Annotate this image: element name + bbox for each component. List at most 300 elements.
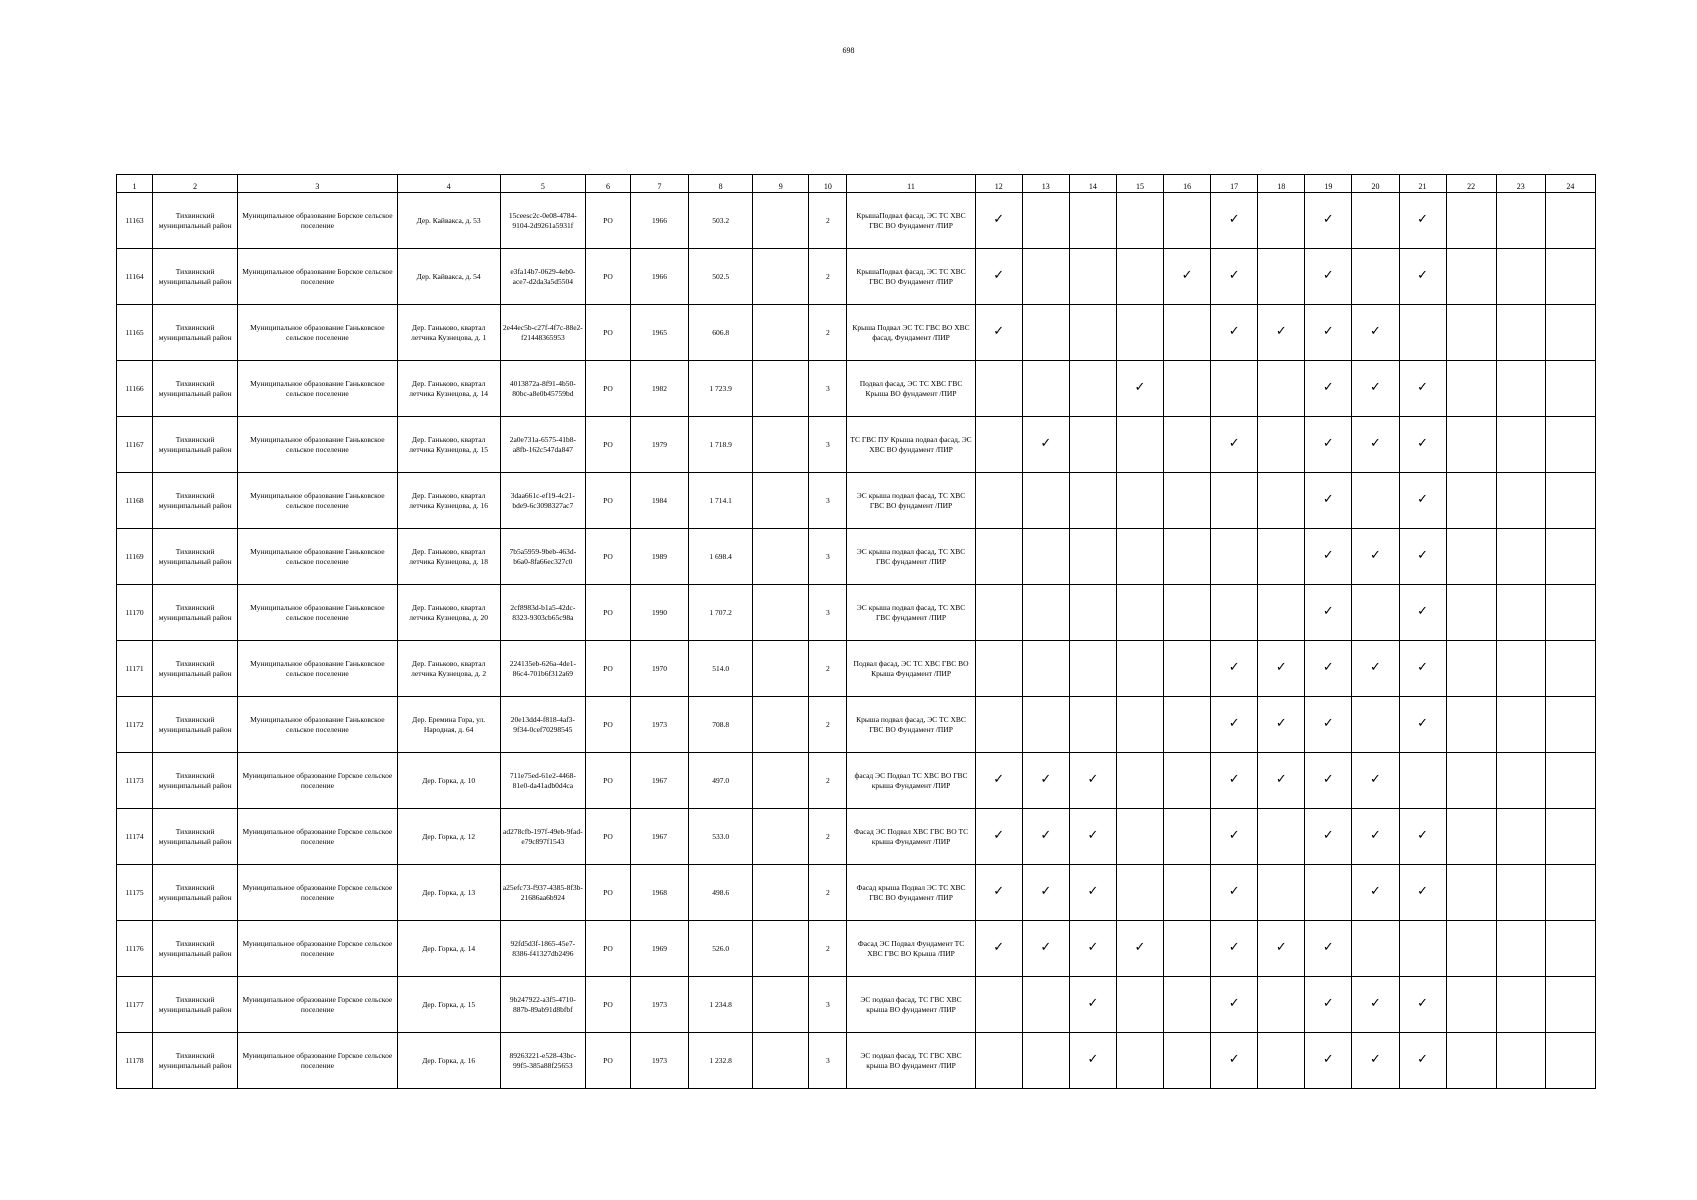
check-cell-16 bbox=[1164, 641, 1211, 697]
col10-cell: 3 bbox=[809, 1033, 847, 1089]
col10-cell: 3 bbox=[809, 977, 847, 1033]
building-id-cell: 15ceesc2c-0e08-4784-9104-2d9261a5931f bbox=[500, 193, 585, 249]
check-cell-18 bbox=[1258, 417, 1305, 473]
check-cell-23 bbox=[1496, 977, 1545, 1033]
check-cell-13 bbox=[1022, 529, 1069, 585]
row-number: 11177 bbox=[117, 977, 153, 1033]
year-cell: 1973 bbox=[631, 1033, 689, 1089]
check-mark-icon: ✓ bbox=[1370, 772, 1381, 788]
district-cell: Тихвинский муниципальный район bbox=[153, 865, 238, 921]
check-cell-12 bbox=[975, 865, 1022, 921]
col6-cell: РО bbox=[585, 361, 630, 417]
works-cell: ТС ГВС ПУ Крыша подвал фасад, ЭС ХВС ВО фундамент /ПИР bbox=[847, 417, 975, 473]
district-cell: Тихвинский муниципальный район bbox=[153, 977, 238, 1033]
check-cell-12 bbox=[975, 585, 1022, 641]
check-cell-23 bbox=[1496, 361, 1545, 417]
district-cell: Тихвинский муниципальный район bbox=[153, 361, 238, 417]
area-cell: 498.6 bbox=[689, 865, 753, 921]
district-cell: Тихвинский муниципальный район bbox=[153, 585, 238, 641]
check-cell-18 bbox=[1258, 249, 1305, 305]
building-id-cell: 2cf8983d-b1a5-42dc-8323-9303cb65c98a bbox=[500, 585, 585, 641]
col9-cell bbox=[753, 473, 809, 529]
check-cell-14 bbox=[1069, 193, 1116, 249]
check-cell-13 bbox=[1022, 641, 1069, 697]
check-cell-12 bbox=[975, 1033, 1022, 1089]
column-header-19: 19 bbox=[1305, 175, 1352, 193]
table-row bbox=[117, 249, 1596, 305]
check-cell-15 bbox=[1116, 585, 1163, 641]
check-cell-13 bbox=[1022, 809, 1069, 865]
row-number: 11171 bbox=[117, 641, 153, 697]
col9-cell bbox=[753, 977, 809, 1033]
municipality-cell: Муниципальное образование Ганьковское сельское поселение bbox=[238, 305, 397, 361]
check-cell-20 bbox=[1352, 473, 1399, 529]
check-cell-23 bbox=[1496, 753, 1545, 809]
year-cell: 1973 bbox=[631, 697, 689, 753]
check-cell-15 bbox=[1116, 753, 1163, 809]
check-mark-icon: ✓ bbox=[1087, 772, 1099, 788]
year-cell: 1966 bbox=[631, 249, 689, 305]
check-mark-icon: ✓ bbox=[1228, 1052, 1240, 1068]
check-cell-21 bbox=[1399, 753, 1446, 809]
check-mark-icon: ✓ bbox=[993, 940, 1005, 956]
building-id-cell: 7b5a5959-9beb-463d-b6a0-8fa66ec327c0 bbox=[500, 529, 585, 585]
column-header-5: 5 bbox=[500, 175, 585, 193]
check-cell-12 bbox=[975, 529, 1022, 585]
check-cell-24 bbox=[1545, 361, 1595, 417]
district-cell: Тихвинский муниципальный район bbox=[153, 249, 238, 305]
check-cell-20 bbox=[1352, 921, 1399, 977]
check-cell-12 bbox=[975, 697, 1022, 753]
municipality-cell: Муниципальное образование Горское сельское поселение bbox=[238, 753, 397, 809]
check-mark-icon: ✓ bbox=[993, 884, 1005, 900]
check-mark-icon: ✓ bbox=[1087, 828, 1099, 844]
check-cell-20 bbox=[1352, 977, 1399, 1033]
area-cell: 1 232.8 bbox=[689, 1033, 753, 1089]
check-cell-22 bbox=[1446, 1033, 1496, 1089]
check-cell-14 bbox=[1069, 249, 1116, 305]
check-mark-icon: ✓ bbox=[1040, 436, 1052, 452]
check-cell-24 bbox=[1545, 529, 1595, 585]
check-cell-24 bbox=[1545, 585, 1595, 641]
check-mark-icon: ✓ bbox=[1417, 1052, 1428, 1068]
col10-cell: 2 bbox=[809, 865, 847, 921]
column-header-13: 13 bbox=[1022, 175, 1069, 193]
check-mark-icon: ✓ bbox=[993, 212, 1005, 228]
municipality-cell: Муниципальное образование Горское сельское поселение bbox=[238, 977, 397, 1033]
check-mark-icon: ✓ bbox=[1087, 884, 1099, 900]
check-cell-19 bbox=[1305, 417, 1352, 473]
check-mark-icon: ✓ bbox=[1370, 380, 1381, 396]
check-cell-18 bbox=[1258, 305, 1305, 361]
check-cell-17 bbox=[1211, 1033, 1258, 1089]
check-cell-21 bbox=[1399, 249, 1446, 305]
check-cell-15 bbox=[1116, 473, 1163, 529]
check-cell-23 bbox=[1496, 249, 1545, 305]
column-header-21: 21 bbox=[1399, 175, 1446, 193]
check-cell-17 bbox=[1211, 193, 1258, 249]
district-cell: Тихвинский муниципальный район bbox=[153, 193, 238, 249]
check-cell-16 bbox=[1164, 753, 1211, 809]
column-header-8: 8 bbox=[689, 175, 753, 193]
check-cell-16 bbox=[1164, 305, 1211, 361]
row-number: 11165 bbox=[117, 305, 153, 361]
check-mark-icon: ✓ bbox=[1040, 884, 1052, 900]
check-cell-24 bbox=[1545, 697, 1595, 753]
area-cell: 1 698.4 bbox=[689, 529, 753, 585]
check-mark-icon: ✓ bbox=[1322, 1052, 1334, 1068]
check-mark-icon: ✓ bbox=[1417, 436, 1428, 452]
check-mark-icon: ✓ bbox=[1228, 940, 1240, 956]
check-cell-21 bbox=[1399, 193, 1446, 249]
check-cell-17 bbox=[1211, 249, 1258, 305]
district-cell: Тихвинский муниципальный район bbox=[153, 753, 238, 809]
col9-cell bbox=[753, 809, 809, 865]
col6-cell: РО bbox=[585, 753, 630, 809]
check-mark-icon: ✓ bbox=[1370, 884, 1381, 900]
check-cell-16 bbox=[1164, 529, 1211, 585]
check-mark-icon: ✓ bbox=[1181, 268, 1193, 284]
column-header-18: 18 bbox=[1258, 175, 1305, 193]
municipality-cell: Муниципальное образование Ганьковское сельское поселение bbox=[238, 585, 397, 641]
check-cell-20 bbox=[1352, 753, 1399, 809]
check-cell-16 bbox=[1164, 697, 1211, 753]
check-cell-17 bbox=[1211, 865, 1258, 921]
check-mark-icon: ✓ bbox=[1228, 828, 1240, 844]
check-cell-24 bbox=[1545, 641, 1595, 697]
col9-cell bbox=[753, 249, 809, 305]
check-mark-icon: ✓ bbox=[1417, 996, 1428, 1012]
area-cell: 502.5 bbox=[689, 249, 753, 305]
area-cell: 1 714.1 bbox=[689, 473, 753, 529]
column-header-16: 16 bbox=[1164, 175, 1211, 193]
check-mark-icon: ✓ bbox=[1040, 828, 1052, 844]
check-cell-13 bbox=[1022, 921, 1069, 977]
check-cell-15 bbox=[1116, 921, 1163, 977]
check-cell-20 bbox=[1352, 529, 1399, 585]
check-mark-icon: ✓ bbox=[1087, 996, 1099, 1012]
check-cell-23 bbox=[1496, 417, 1545, 473]
address-cell: Дер. Кайваксa, д. 53 bbox=[397, 193, 500, 249]
check-cell-21 bbox=[1399, 697, 1446, 753]
check-cell-19 bbox=[1305, 249, 1352, 305]
check-cell-20 bbox=[1352, 809, 1399, 865]
check-mark-icon: ✓ bbox=[1322, 828, 1334, 844]
check-cell-23 bbox=[1496, 809, 1545, 865]
col10-cell: 2 bbox=[809, 305, 847, 361]
col6-cell: РО bbox=[585, 417, 630, 473]
col10-cell: 3 bbox=[809, 529, 847, 585]
district-cell: Тихвинский муниципальный район bbox=[153, 641, 238, 697]
row-number: 11174 bbox=[117, 809, 153, 865]
check-cell-15 bbox=[1116, 417, 1163, 473]
check-mark-icon: ✓ bbox=[1417, 716, 1428, 732]
row-number: 11166 bbox=[117, 361, 153, 417]
row-number: 11167 bbox=[117, 417, 153, 473]
check-cell-22 bbox=[1446, 977, 1496, 1033]
table-row bbox=[117, 809, 1596, 865]
check-mark-icon: ✓ bbox=[1417, 884, 1428, 900]
check-cell-23 bbox=[1496, 193, 1545, 249]
district-cell: Тихвинский муниципальный район bbox=[153, 529, 238, 585]
year-cell: 1982 bbox=[631, 361, 689, 417]
year-cell: 1966 bbox=[631, 193, 689, 249]
check-cell-14 bbox=[1069, 585, 1116, 641]
col9-cell bbox=[753, 1033, 809, 1089]
column-header-6: 6 bbox=[585, 175, 630, 193]
check-mark-icon: ✓ bbox=[993, 772, 1005, 788]
check-cell-16 bbox=[1164, 585, 1211, 641]
table-row bbox=[117, 697, 1596, 753]
check-cell-19 bbox=[1305, 361, 1352, 417]
check-cell-23 bbox=[1496, 473, 1545, 529]
check-cell-15 bbox=[1116, 193, 1163, 249]
year-cell: 1973 bbox=[631, 977, 689, 1033]
check-cell-15 bbox=[1116, 809, 1163, 865]
check-cell-15 bbox=[1116, 697, 1163, 753]
col6-cell: РО bbox=[585, 1033, 630, 1089]
check-cell-17 bbox=[1211, 809, 1258, 865]
row-number: 11170 bbox=[117, 585, 153, 641]
col10-cell: 3 bbox=[809, 473, 847, 529]
works-cell: ЭС подвал фасад, ТС ГВС ХВС крыша ВО фундамент /ПИР bbox=[847, 977, 975, 1033]
col9-cell bbox=[753, 753, 809, 809]
col6-cell: РО bbox=[585, 865, 630, 921]
col6-cell: РО bbox=[585, 977, 630, 1033]
works-cell: ЭС крыша подвал фасад, ТС ХВС ГВС ВО фундамент /ПИР bbox=[847, 473, 975, 529]
check-mark-icon: ✓ bbox=[1275, 324, 1287, 340]
check-cell-13 bbox=[1022, 1033, 1069, 1089]
check-cell-19 bbox=[1305, 697, 1352, 753]
works-cell: Фасад ЭС Подвал Фундамент ТС ХВС ГВС ВО Крыша /ПИР bbox=[847, 921, 975, 977]
check-cell-21 bbox=[1399, 1033, 1446, 1089]
works-cell: Фасад ЭС Подвал ХВС ГВС ВО ТС крыша Фундамент /ПИР bbox=[847, 809, 975, 865]
check-cell-18 bbox=[1258, 193, 1305, 249]
check-cell-22 bbox=[1446, 473, 1496, 529]
column-header-9: 9 bbox=[753, 175, 809, 193]
works-cell: ЭС крыша подвал фасад, ТС ХВС ГВС фундамент /ПИР bbox=[847, 529, 975, 585]
works-cell: Подвал фасад, ЭС ТС ХВС ГВС Крыша ВО фундамент /ПИР bbox=[847, 361, 975, 417]
check-cell-15 bbox=[1116, 305, 1163, 361]
col6-cell: РО bbox=[585, 921, 630, 977]
col9-cell bbox=[753, 865, 809, 921]
check-cell-12 bbox=[975, 641, 1022, 697]
column-header-7: 7 bbox=[631, 175, 689, 193]
column-header-20: 20 bbox=[1352, 175, 1399, 193]
check-cell-17 bbox=[1211, 361, 1258, 417]
col6-cell: РО bbox=[585, 809, 630, 865]
year-cell: 1970 bbox=[631, 641, 689, 697]
column-header-11: 11 bbox=[847, 175, 975, 193]
check-mark-icon: ✓ bbox=[1275, 940, 1287, 956]
table-row bbox=[117, 641, 1596, 697]
table-row bbox=[117, 529, 1596, 585]
district-cell: Тихвинский муниципальный район bbox=[153, 473, 238, 529]
check-cell-22 bbox=[1446, 641, 1496, 697]
check-cell-24 bbox=[1545, 809, 1595, 865]
address-cell: Дер. Горка, д. 15 bbox=[397, 977, 500, 1033]
check-mark-icon: ✓ bbox=[1322, 660, 1334, 676]
check-cell-22 bbox=[1446, 585, 1496, 641]
check-cell-24 bbox=[1545, 977, 1595, 1033]
column-header-23: 23 bbox=[1496, 175, 1545, 193]
check-cell-22 bbox=[1446, 361, 1496, 417]
check-mark-icon: ✓ bbox=[1322, 212, 1334, 228]
col6-cell: РО bbox=[585, 585, 630, 641]
check-mark-icon: ✓ bbox=[1322, 996, 1334, 1012]
district-cell: Тихвинский муниципальный район bbox=[153, 1033, 238, 1089]
check-cell-23 bbox=[1496, 305, 1545, 361]
check-cell-24 bbox=[1545, 193, 1595, 249]
column-header-12: 12 bbox=[975, 175, 1022, 193]
check-cell-22 bbox=[1446, 193, 1496, 249]
row-number: 11176 bbox=[117, 921, 153, 977]
address-cell: Дер. Горка, д. 14 bbox=[397, 921, 500, 977]
check-cell-14 bbox=[1069, 473, 1116, 529]
address-cell: Дер. Ганьково, квартал летчика Кузнецова, д. 16 bbox=[397, 473, 500, 529]
municipality-cell: Муниципальное образование Ганьковское сельское поселение bbox=[238, 473, 397, 529]
check-cell-14 bbox=[1069, 417, 1116, 473]
check-cell-15 bbox=[1116, 865, 1163, 921]
check-cell-19 bbox=[1305, 865, 1352, 921]
table-row bbox=[117, 473, 1596, 529]
check-mark-icon: ✓ bbox=[1370, 436, 1381, 452]
check-cell-24 bbox=[1545, 305, 1595, 361]
col6-cell: РО bbox=[585, 529, 630, 585]
col9-cell bbox=[753, 305, 809, 361]
check-cell-24 bbox=[1545, 473, 1595, 529]
address-cell: Дер. Горка, д. 13 bbox=[397, 865, 500, 921]
check-cell-14 bbox=[1069, 977, 1116, 1033]
check-cell-22 bbox=[1446, 417, 1496, 473]
check-cell-22 bbox=[1446, 305, 1496, 361]
check-mark-icon: ✓ bbox=[1228, 884, 1240, 900]
check-cell-19 bbox=[1305, 529, 1352, 585]
check-cell-13 bbox=[1022, 305, 1069, 361]
check-cell-20 bbox=[1352, 641, 1399, 697]
check-cell-12 bbox=[975, 753, 1022, 809]
check-mark-icon: ✓ bbox=[1087, 1052, 1099, 1068]
check-cell-12 bbox=[975, 361, 1022, 417]
works-cell: КрышаПодвал фасад, ЭС ТС ХВС ГВС ВО Фундамент /ПИР bbox=[847, 249, 975, 305]
building-id-cell: 9b247922-a3f5-4710-887b-89ab91d8bfbf bbox=[500, 977, 585, 1033]
check-cell-18 bbox=[1258, 473, 1305, 529]
check-cell-19 bbox=[1305, 809, 1352, 865]
address-cell: Дер. Ганьково, квартал летчика Кузнецова, д. 14 bbox=[397, 361, 500, 417]
column-header-1: 1 bbox=[117, 175, 153, 193]
area-cell: 503.2 bbox=[689, 193, 753, 249]
check-cell-24 bbox=[1545, 865, 1595, 921]
check-cell-14 bbox=[1069, 865, 1116, 921]
address-cell: Дер. Ганьково, квартал летчика Кузнецова, д. 20 bbox=[397, 585, 500, 641]
check-cell-13 bbox=[1022, 417, 1069, 473]
check-mark-icon: ✓ bbox=[1370, 996, 1381, 1012]
column-header-4: 4 bbox=[397, 175, 500, 193]
column-header-3: 3 bbox=[238, 175, 397, 193]
header-row bbox=[117, 175, 1596, 193]
check-cell-17 bbox=[1211, 417, 1258, 473]
check-mark-icon: ✓ bbox=[1275, 772, 1287, 788]
col6-cell: РО bbox=[585, 473, 630, 529]
check-cell-21 bbox=[1399, 809, 1446, 865]
municipality-cell: Муниципальное образование Борское сельское поселение bbox=[238, 193, 397, 249]
check-cell-20 bbox=[1352, 697, 1399, 753]
check-cell-23 bbox=[1496, 585, 1545, 641]
row-number: 11178 bbox=[117, 1033, 153, 1089]
check-cell-13 bbox=[1022, 193, 1069, 249]
check-cell-17 bbox=[1211, 977, 1258, 1033]
col6-cell: РО bbox=[585, 249, 630, 305]
check-mark-icon: ✓ bbox=[1322, 324, 1334, 340]
table-row bbox=[117, 865, 1596, 921]
table-row bbox=[117, 1033, 1596, 1089]
check-cell-20 bbox=[1352, 1033, 1399, 1089]
check-cell-15 bbox=[1116, 641, 1163, 697]
check-mark-icon: ✓ bbox=[1417, 268, 1428, 284]
check-mark-icon: ✓ bbox=[1322, 548, 1334, 564]
column-header-10: 10 bbox=[809, 175, 847, 193]
municipality-cell: Муниципальное образование Горское сельское поселение bbox=[238, 1033, 397, 1089]
page-number: 698 bbox=[842, 46, 855, 55]
check-cell-22 bbox=[1446, 809, 1496, 865]
check-cell-21 bbox=[1399, 305, 1446, 361]
address-cell: Дер. Ганьково, квартал летчика Кузнецова, д. 2 bbox=[397, 641, 500, 697]
column-header-24: 24 bbox=[1545, 175, 1595, 193]
building-id-cell: 711e75ed-61e2-4468-81e0-da41adb0d4ca bbox=[500, 753, 585, 809]
column-header-2: 2 bbox=[153, 175, 238, 193]
address-cell: Дер. Кайвакса, д. 54 bbox=[397, 249, 500, 305]
row-number: 11173 bbox=[117, 753, 153, 809]
check-cell-14 bbox=[1069, 305, 1116, 361]
area-cell: 1 723.9 bbox=[689, 361, 753, 417]
check-cell-18 bbox=[1258, 1033, 1305, 1089]
check-cell-21 bbox=[1399, 921, 1446, 977]
year-cell: 1989 bbox=[631, 529, 689, 585]
check-cell-18 bbox=[1258, 809, 1305, 865]
address-cell: Дер. Еремина Гора, ул. Народная, д. 64 bbox=[397, 697, 500, 753]
check-cell-24 bbox=[1545, 753, 1595, 809]
check-cell-16 bbox=[1164, 249, 1211, 305]
check-cell-18 bbox=[1258, 585, 1305, 641]
col10-cell: 2 bbox=[809, 249, 847, 305]
check-cell-13 bbox=[1022, 865, 1069, 921]
check-cell-18 bbox=[1258, 697, 1305, 753]
check-cell-15 bbox=[1116, 249, 1163, 305]
table-row bbox=[117, 193, 1596, 249]
check-cell-18 bbox=[1258, 977, 1305, 1033]
year-cell: 1979 bbox=[631, 417, 689, 473]
check-cell-20 bbox=[1352, 865, 1399, 921]
check-mark-icon: ✓ bbox=[1417, 660, 1428, 676]
check-cell-13 bbox=[1022, 473, 1069, 529]
row-number: 11168 bbox=[117, 473, 153, 529]
check-cell-17 bbox=[1211, 529, 1258, 585]
works-cell: Подвал фасад, ЭС ТС ХВС ГВС ВО Крыша Фундамент /ПИР bbox=[847, 641, 975, 697]
col9-cell bbox=[753, 361, 809, 417]
check-cell-24 bbox=[1545, 921, 1595, 977]
col10-cell: 2 bbox=[809, 753, 847, 809]
col6-cell: РО bbox=[585, 641, 630, 697]
check-cell-20 bbox=[1352, 193, 1399, 249]
table-row bbox=[117, 417, 1596, 473]
check-cell-16 bbox=[1164, 865, 1211, 921]
check-cell-18 bbox=[1258, 921, 1305, 977]
check-cell-12 bbox=[975, 305, 1022, 361]
works-cell: Крыша подвал фасад, ЭС ТС ХВС ГВС ВО Фундамент /ПИР bbox=[847, 697, 975, 753]
check-mark-icon: ✓ bbox=[1322, 604, 1334, 620]
check-cell-22 bbox=[1446, 865, 1496, 921]
col9-cell bbox=[753, 697, 809, 753]
